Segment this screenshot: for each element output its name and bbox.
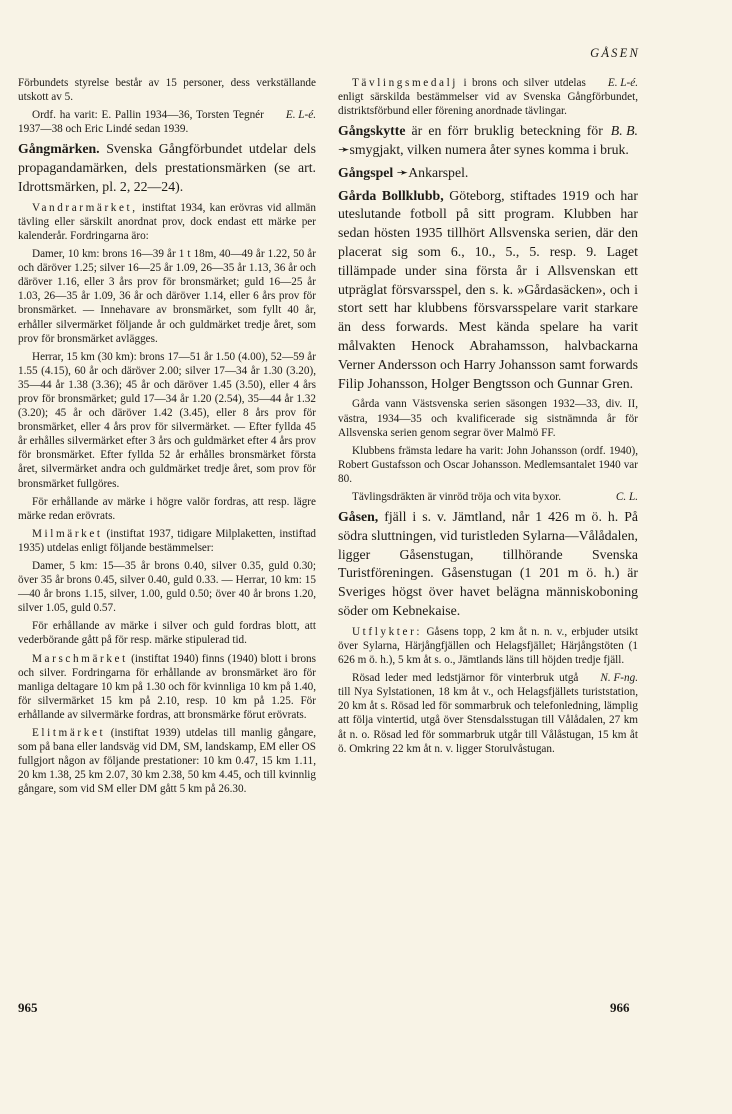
paragraph-text: Rösad leder med ledstjärnor för vinterbruk utgå till Nya Sylstationen, 18 km åt v., och Helagsfjällets turiststation, 20 km åt s. Rösad led för sommarbruk och telefonledning, lämplig att följa vintertid, utgå över Stensdalsstugan till Vålådalen, 27 km åt n. o. Rösad led för sommarbruk utgår till Vålåstugan, 15 km åt ö. Omkring 22 km åt n. v. ligger Storulvåstugan. <box>338 672 638 755</box>
paragraph-text: Damer, 10 km: brons 16—39 år 1 t 18m, 40—49 år 1.22, 50 år och däröver 1.25; silver 16—25 år 1.09, 26—35 år 1.13, 36 år och däröver 1.16, eller 3 års prov för bronsmärket; guld 16—25 år 1.03, 26—35 år 1.09, 36 år och däröver 1.14, eller 6 års prov för bronsmärket. — Innehavare av bronsmärket, som fyllt 40 år, erhåller silvermärket följande år och guldmärket tredje året, som prov för bronsmärket avlägges. <box>18 248 316 345</box>
spaced-term: Elitmärket <box>32 727 106 740</box>
paragraph-text: Göteborg, stiftades 1919 och har uteslutande fotboll på sitt program. Klubben har sedan hösten 1935 tillhört Allsvenska serien, där den placerat sig som 6., 10., 5., 5. resp. 9. Laget tillämpade under sina första år i Allsvenskan ett utpräglat försvarsspel, den s. k. »Gårdasäcken», och i stort sett har klubbens försvarsspelare varit starkare än dess forwards. Mest kända spelare ha varit målvakten Henock Abrahamsson, halvbackarna Verner Andersson och Harry Johansson samt forwards Filip Johansson, Holger Bengtsson och Gunnar Gren. <box>338 187 638 391</box>
paragraph-l8 <box>18 527 316 555</box>
entry-headword: Gårda Bollklubb, <box>338 187 444 203</box>
paragraph-r8 <box>338 508 638 621</box>
spaced-term: Milmärket <box>32 527 103 540</box>
paragraph-text: Klubbens främsta ledare ha varit: John Johansson (ordf. 1940), Robert Gustafsson och Oscar Johansson. Medlemsantalet 1940 var 80. <box>338 444 638 485</box>
paragraph-l7 <box>18 495 316 523</box>
paragraph-r7 <box>338 490 638 504</box>
paragraph-r5 <box>338 397 638 439</box>
paragraph-l5 <box>18 247 316 346</box>
spaced-term: Vandrarmärket, <box>32 201 138 214</box>
page-number-right: 966 <box>610 1000 630 1015</box>
entry-headword: Gångspel <box>338 164 394 180</box>
paragraph-text: För erhållande av märke i högre valör fordras, att resp. lägre märke redan erövrats. <box>18 495 316 522</box>
paragraph-l9 <box>18 559 316 615</box>
paragraph-r1 <box>338 76 638 118</box>
paragraph-text: (instiftat 1939) utdelas till manlig gångare, som på bana eller landsväg vid DM, SM, landskamp, EM eller OS fullgjort någon av följande prestationer: 10 km 0.47, 15 km 1.11, 20 km 1.38, 25 km 2.07, 30 km 2.38, 50 km 4.45, och till kvinnlig gångare, som vid SM eller DM gått 5 km på 26.30. <box>18 727 316 796</box>
paragraph-text: Förbundets styrelse består av 15 personer, dess verkställande utskott av 5. <box>18 77 316 104</box>
paragraph-text: Herrar, 15 km (30 km): brons 17—51 år 1.50 (4.00), 52—59 år 1.55 (4.15), 60 år och däröver 2.00; silver 17—34 år 1.30 (3.20), 35—44 år 1.38 (3.36); 45 år och däröver 1.45 (3.50), eller 4 års prov för bronsmärket; guld 17—34 år 1.20 (2.54), 35—44 år 1.32 (3.20); 45 år och däröver 1.42 (3.45), eller 8 års prov för bronsmärket, eller 4 års prov för silvermärket. — Efter fyllda 45 år erhålles silvermärket efter 3 års och guldmärket efter 4 års prov för bronsmärket. Efter fyllda 52 år erhålles bronsmärket första året, silvermärket andra och guldmärket tredje året, som prov för bronsmärket fullgöres. <box>18 350 316 490</box>
paragraph-text: Tävlingsdräkten är vinröd tröja och vita byxor. <box>352 491 562 503</box>
right-column <box>338 76 638 756</box>
paragraph-text: Gåsens topp, 2 km åt n. n. v., erbjuder utsikt över Sylarna, Härjångfjällen och Helagsfjället; Härjångstöten (1 626 m ö. h.), 5 km åt s. o., Jämtlands läns till höjden tredje fjäll. <box>338 625 638 667</box>
spaced-term: Utflykter: <box>352 625 423 638</box>
paragraph-r10 <box>338 671 638 756</box>
paragraph-text: Gårda vann Västsvenska serien säsongen 1932—33, div. II, västra, 1934—35 och kvalificerade sig sistnämnda år för Allsvenska serien genom segrar över Malmö FF. <box>338 398 638 439</box>
paragraph-text: (instiftat 1937, tidigare Milplaketten, instiftad 1935) utdelas enligt följande bestämmelser: <box>18 527 316 554</box>
paragraph-r4 <box>338 187 638 394</box>
left-column <box>18 76 316 797</box>
entry-headword: Gåsen, <box>338 509 379 525</box>
paragraph-text: ➛Ankarspel. <box>393 164 469 180</box>
paragraph-l4 <box>18 201 316 243</box>
author-signature: B. B. <box>610 123 638 139</box>
paragraph-text: Ordf. ha varit: E. Pallin 1934—36, Torsten Tegnér 1937—38 och Eric Lindé sedan 1939. <box>18 109 264 136</box>
author-signature: C. L. <box>615 491 638 503</box>
spaced-term: Tävlingsmedalj <box>352 77 458 89</box>
paragraph-r6 <box>338 444 638 486</box>
paragraph-text: är en förr bruklig beteckning för ➛smygjakt, vilken numera åter synes komma i bruk. <box>338 123 629 158</box>
paragraph-text: Damer, 5 km: 15—35 år brons 0.40, silver 0.35, guld 0.30; över 35 år brons 0.45, silver 0.40, guld 0.33. — Herrar, 10 km: 15—40 år brons 1.15, silver, 1.00, guld 0.50; över 40 år brons 1.20, silver 1.05, guld 0.57. <box>18 560 316 615</box>
entry-headword: Gångmärken. <box>18 141 100 157</box>
author-signature: N. F-ng. <box>600 672 638 685</box>
author-signature: E. L-é. <box>607 77 638 89</box>
paragraph-text: För erhållande av märke i silver och guld fordras blott, att vederbörande gått på för resp. märke stipulerad tid. <box>18 620 316 647</box>
paragraph-l12 <box>18 726 316 796</box>
paragraph-r2 <box>338 122 638 160</box>
running-head: GÅSEN <box>590 46 640 60</box>
paragraph-l1 <box>18 76 316 104</box>
paragraph-text: instiftat 1934, kan erövras vid allmän tävling eller särskilt anordnat prov, dock endast ett märke per kalenderår. Fordringarna äro: <box>18 201 316 242</box>
spaced-term: Marschmärket <box>32 652 128 665</box>
paragraph-l11 <box>18 652 316 722</box>
paragraph-l6 <box>18 350 316 491</box>
author-signature: E. L-é. <box>285 109 316 122</box>
paragraph-text: fjäll i s. v. Jämtland, når 1 426 m ö. h. På södra sluttningen, vid turistleden Sylarna—Vålådalen, ligger Gåsenstugan, tillhörande Svenska Turistföreningen. Gåsenstugan (1 201 m ö. h.) är Sveriges högst över havet belägna människoboning söder om Kebnekaise. <box>338 509 638 619</box>
paragraph-text: i brons och silver utdelas enligt särskilda bestämmelser vid av Svenska Gångförbundet, distriktsförbund eller förening anordnade tävlingar. <box>338 77 638 118</box>
page-number-left: 965 <box>18 1000 38 1015</box>
paragraph-text: Svenska Gångförbundet utdelar dels propagandamärken, dels prestationsmärken (se art. Idrottsmärken, pl. 2, 22—24). <box>18 141 316 194</box>
paragraph-text: (instiftat 1940) finns (1940) blott i brons och silver. Fordringarna för erhållande av bronsmärket äro för manliga deltagare 10 km på 1.30 och för kvinnliga 10 km på 1.40, för silvermärket 15 km på 2.10, resp. 10 km på 1.25. För erhållande av silvermärke fordras, att bronsmärke förut erövrats. <box>18 652 316 721</box>
paragraph-r9 <box>338 625 638 667</box>
paragraph-l10 <box>18 619 316 647</box>
entry-headword: Gångskytte <box>338 123 406 139</box>
paragraph-l2 <box>18 108 316 136</box>
paragraph-r3 <box>338 164 638 183</box>
paragraph-l3 <box>18 140 316 196</box>
